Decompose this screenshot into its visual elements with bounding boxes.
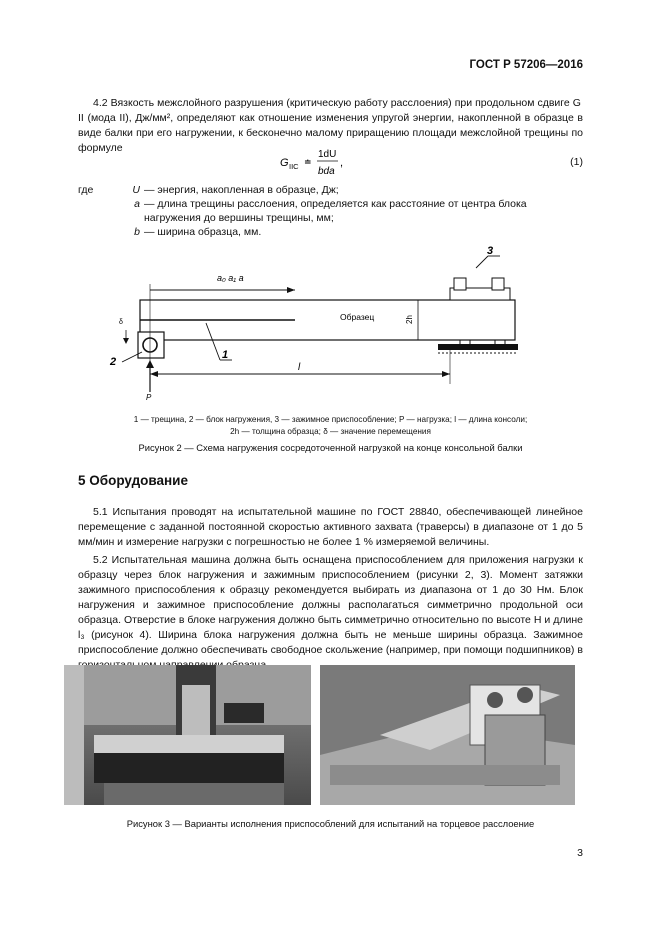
legend-line-1: 1 — трещина, 2 — блок нагружения, 3 — зажимное приспособление; P — нагрузка; l — длина консоли;: [133, 415, 528, 424]
item-2-label: 2: [110, 356, 117, 368]
paragraph-4-2: 4.2 Вязкость межслойного разрушения (критическую работу расслоения) при продольном сдвиге G II (мода II), Дж/мм², определяют как отношение изменения упругой энергии, накопленной в образце в виде балки при его нагружении, к бесконечно малому приращению площади межслойной трещины по формуле: [78, 97, 583, 154]
figure-3-photo-left: [64, 665, 311, 805]
standard-header: ГОСТ Р 57206—2016: [469, 59, 583, 71]
figure-2-diagram: [100, 244, 540, 405]
where-row: [78, 197, 583, 225]
paragraph-5-1: 5.1 Испытания проводят на испытательной машине по ГОСТ 28840, обеспечивающей линейное перемещение с заданной постоянной скоростью активного захвата (траверсы) в диапазоне от 1 до 5 мм/мин и измерение нагрузки с погрешностью не более 1 % измеряемой величины.: [78, 506, 583, 548]
formula-1: [280, 145, 390, 184]
where-symbol: a: [134, 198, 140, 210]
where-symbol: b: [134, 226, 140, 238]
where-label: [78, 183, 144, 197]
item-1-label: 1: [222, 349, 229, 361]
clamp-base: [438, 344, 518, 350]
figure-2-caption: Рисунок 2 — Схема нагружения сосредоточенной нагрузкой на конце консольной балки: [138, 442, 523, 453]
dim-a-label: a₀ a₁ a: [217, 273, 244, 283]
where-label: [78, 197, 144, 225]
where-list: [78, 183, 583, 239]
where-text: — ширина образца, мм.: [144, 226, 262, 238]
formula-tail: ,: [340, 157, 344, 169]
formula-den: bda: [318, 166, 335, 177]
formula-number: (1): [570, 156, 583, 168]
where-intro: где: [78, 184, 94, 196]
section-5-title: 5 Оборудование: [78, 473, 188, 488]
length-label: l: [298, 362, 301, 373]
where-row: [78, 225, 583, 239]
paragraph-5-2: 5.2 Испытательная машина должна быть оснащена приспособлением для приложения нагрузки к образцу через блок нагружения и зажимным приспособлением (рисунки 2, 3). Момент затяжки зажимного приспособления к образцу рекомендуется выбирать из диапазона от 1 до 30 Нм. Блок нагружения и зажимное приспособление должны располагаться симметрично продольной оси образца. Отверстие в блоке нагружения должно быть симметрично относительно по высоте H и длине l₃ (рисунок 4). Ширина блока нагружения должна быть не меньше ширины образца. Зажимное приспособление должно обеспечивать свободное скольжение (например, при помощи подшипников) в: [78, 554, 583, 656]
formula-lhs-sub: IIC: [289, 162, 299, 171]
load-label: P: [146, 393, 152, 400]
formula-lhs: G: [280, 157, 289, 169]
figure-2-legend: [60, 414, 601, 438]
where-text: — энергия, накопленная в образце, Дж;: [144, 184, 339, 196]
thickness-label: 2h: [405, 315, 414, 324]
where-symbol: U: [132, 184, 140, 196]
formula-eq: ≐: [304, 157, 312, 167]
specimen-label: Образец: [340, 312, 375, 322]
item-3-label: 3: [487, 245, 494, 257]
delta-label: δ: [119, 319, 123, 326]
figure-3-photo-right: [320, 665, 575, 805]
where-row: [78, 183, 583, 197]
legend-line-2: 2h — толщина образца; δ — значение перемещения: [230, 427, 431, 436]
where-text: — длина трещины расслоения, определяется как расстояние от центра блока нагружения до вершины трещины, мм;: [144, 198, 527, 224]
figure-3-caption: Рисунок 3 — Варианты исполнения приспособлений для испытаний на торцевое расслоение: [126, 818, 535, 829]
where-label: [78, 225, 144, 239]
formula-num: 1dU: [318, 149, 337, 160]
page-number: 3: [577, 847, 583, 859]
